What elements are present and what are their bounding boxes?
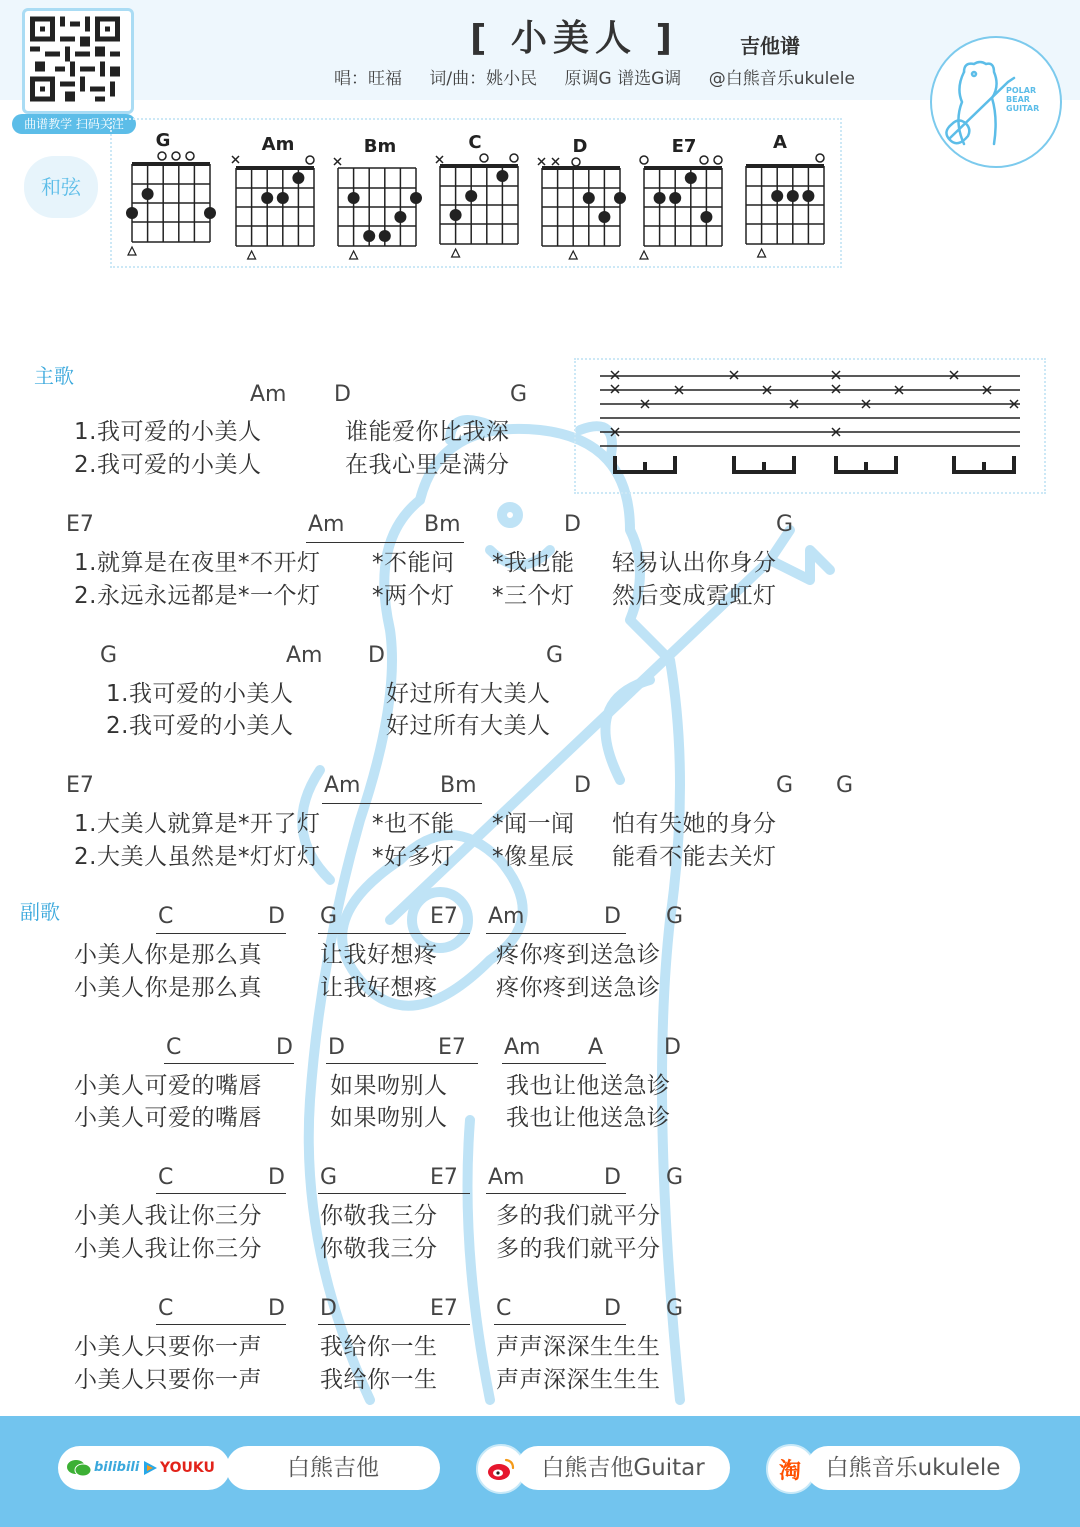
chord-symbol: D	[604, 904, 621, 929]
lyric-line: 我也让他送急诊	[506, 1105, 671, 1131]
lyric-line: 声声深深生生生	[496, 1334, 661, 1360]
lyric-line: 小美人我让你三分	[74, 1236, 262, 1262]
lyric-line: 如果吻别人	[330, 1073, 448, 1099]
chord-name: D	[572, 136, 588, 157]
chord-symbol: D	[320, 1296, 337, 1321]
chord-name: Am	[261, 134, 295, 155]
chord-symbol: D	[604, 1296, 621, 1321]
chord-symbol: D	[368, 643, 385, 668]
chord-symbol: D	[268, 1165, 285, 1190]
lyric-line: 然后变成霓虹灯	[612, 583, 777, 609]
lyric-line: 小美人我让你三分	[74, 1203, 262, 1229]
lyric-line: 让我好想疼	[320, 975, 438, 1001]
taobao-icon: 淘	[779, 1459, 802, 1484]
chord-name: Bm	[363, 136, 397, 157]
chord-symbol: D	[328, 1035, 345, 1060]
chord-symbol: E7	[430, 1296, 458, 1321]
chord-symbol: C	[158, 904, 174, 929]
strum-pattern	[590, 362, 1030, 482]
chords-label: 和弦	[24, 156, 98, 218]
chord-symbol: E7	[66, 773, 94, 798]
writer: 词/曲：姚小民	[429, 69, 538, 89]
chord-underline	[494, 1324, 626, 1325]
chord-symbol: Am	[286, 643, 323, 668]
chord-symbol: D	[268, 904, 285, 929]
qr-code[interactable]	[22, 8, 134, 114]
lyric-line: 声声深深生生生	[496, 1367, 661, 1393]
chord-symbol: Am	[250, 382, 287, 407]
lyric-line: 你敬我三分	[320, 1236, 438, 1262]
chord-symbol: D	[564, 512, 581, 537]
chord-symbol: G	[546, 643, 564, 668]
logo-text: POLAR BEAR GUITAR	[1006, 86, 1040, 113]
chord-symbol: Am	[488, 904, 525, 929]
handle: @白熊音乐ukulele	[708, 69, 855, 89]
chord-underline	[326, 1063, 478, 1064]
chord-symbol: C	[158, 1296, 174, 1321]
wechat-icon	[66, 1458, 92, 1478]
chord-symbol: D	[604, 1165, 621, 1190]
chord-symbol: Bm	[440, 773, 477, 798]
chord-name: A	[773, 132, 787, 153]
lyric-line: 2.大美人虽然是*灯灯灯	[74, 844, 321, 870]
lyric-line: 在我心里是满分	[345, 452, 510, 478]
chord-symbol: G	[776, 773, 794, 798]
chord-underline	[156, 1193, 286, 1194]
lyric-line: 2.我可爱的小美人	[106, 713, 294, 739]
chord-symbol: D	[276, 1035, 293, 1060]
chord-symbol: Bm	[424, 512, 461, 537]
chord-symbol: G	[776, 512, 794, 537]
chord-underline	[156, 933, 286, 934]
lyric-line: 1.就算是在夜里*不开灯	[74, 550, 321, 576]
lyric-line: 怕有失她的身分	[612, 811, 777, 837]
chord-underline	[318, 1324, 470, 1325]
lyric-line: 我也让他送急诊	[506, 1073, 671, 1099]
chord-underline	[322, 803, 482, 804]
lyric-line: 轻易认出你身分	[612, 550, 777, 576]
chord-symbol: G	[666, 904, 684, 929]
lyric-line: 你敬我三分	[320, 1203, 438, 1229]
chord-symbol: E7	[438, 1035, 466, 1060]
chord-underline	[502, 1063, 606, 1064]
chord-symbol: E7	[430, 904, 458, 929]
chord-underline	[156, 1324, 286, 1325]
chord-symbol: E7	[66, 512, 94, 537]
chord-symbol: G	[100, 643, 118, 668]
chord-symbol: C	[166, 1035, 182, 1060]
chord-underline	[164, 1063, 294, 1064]
lyric-line: *我也能	[492, 550, 575, 576]
lyric-line: *像星辰	[492, 844, 575, 870]
chord-symbol: D	[268, 1296, 285, 1321]
chord-symbol: Am	[324, 773, 361, 798]
weibo-account-name[interactable]: 白熊吉他Guitar	[516, 1446, 730, 1490]
lyric-line: *好多灯	[372, 844, 455, 870]
chord-symbol: A	[588, 1035, 604, 1060]
chord-underline	[486, 933, 626, 934]
chord-symbol: G	[666, 1165, 684, 1190]
qr-pattern-icon	[30, 16, 120, 102]
chord-symbol: Am	[488, 1165, 525, 1190]
chord-symbol: G	[320, 1165, 338, 1190]
singer: 唱：旺福	[334, 69, 402, 89]
lyric-line: 多的我们就平分	[496, 1203, 661, 1229]
chord-symbol: C	[158, 1165, 174, 1190]
lyric-line: 好过所有大美人	[386, 713, 551, 739]
chord-symbol: G	[836, 773, 854, 798]
song-title: [ 小美人 ]	[470, 18, 678, 59]
chord-symbol: G	[666, 1296, 684, 1321]
lyric-line: 如果吻别人	[330, 1105, 448, 1131]
weibo-icon	[486, 1456, 516, 1482]
chord-symbol: Am	[308, 512, 345, 537]
lyric-line: 小美人只要你一声	[74, 1334, 262, 1360]
taobao-shop-name[interactable]: 白熊音乐ukulele	[806, 1446, 1020, 1490]
chord-name: E7	[671, 136, 697, 157]
lyric-line: 1.大美人就算是*开了灯	[74, 811, 321, 837]
lyric-line: 2.永远永远都是*一个灯	[74, 583, 321, 609]
lyric-line: 好过所有大美人	[386, 681, 551, 707]
lyric-line: *不能问	[372, 550, 455, 576]
lyric-line: *也不能	[372, 811, 455, 837]
youku-play-icon	[142, 1460, 158, 1476]
section-verse: 主歌	[34, 364, 74, 388]
key-info: 原调G 谱选G调	[564, 69, 682, 89]
section-chorus: 副歌	[20, 900, 60, 924]
lyric-line: 让我好想疼	[320, 942, 438, 968]
credits	[334, 64, 877, 89]
lyric-line: 小美人可爱的嘴唇	[74, 1105, 262, 1131]
lyric-line: *闻一闻	[492, 811, 575, 837]
chord-symbol: G	[510, 382, 528, 407]
chord-symbol: G	[320, 904, 338, 929]
lyric-line: 谁能爱你比我深	[345, 419, 510, 445]
lyric-line: 小美人只要你一声	[74, 1367, 262, 1393]
qr-label: 曲谱教学 扫码关注	[12, 114, 136, 134]
bilibili-channel-name[interactable]: 白熊吉他	[226, 1446, 440, 1490]
lyric-line: 能看不能去关灯	[612, 844, 777, 870]
lyric-line: 我给你一生	[320, 1367, 438, 1393]
lyric-line: 我给你一生	[320, 1334, 438, 1360]
lyric-line: 疼你疼到送急诊	[496, 942, 661, 968]
chord-symbol: C	[496, 1296, 512, 1321]
lyric-line: 2.我可爱的小美人	[74, 452, 262, 478]
lyric-line: 小美人你是那么真	[74, 975, 262, 1001]
lyric-line: 小美人你是那么真	[74, 942, 262, 968]
bilibili-logo: bilibili	[94, 1460, 140, 1475]
lyric-line: 小美人可爱的嘴唇	[74, 1073, 262, 1099]
chord-symbol: Am	[504, 1035, 541, 1060]
chord-name: G	[155, 130, 171, 151]
lyric-line: 疼你疼到送急诊	[496, 975, 661, 1001]
footer-bar	[0, 1416, 1080, 1527]
chord-name: C	[468, 132, 482, 153]
lyric-line: 1.我可爱的小美人	[74, 419, 262, 445]
video-platforms-badge[interactable]	[58, 1446, 230, 1490]
chord-underline	[306, 542, 464, 543]
chord-underline	[486, 1193, 626, 1194]
chord-underline	[318, 1193, 470, 1194]
chord-underline	[318, 933, 470, 934]
chord-symbol: D	[334, 382, 351, 407]
lyric-line: 多的我们就平分	[496, 1236, 661, 1262]
chord-symbol: D	[574, 773, 591, 798]
lyric-line: *两个灯	[372, 583, 455, 609]
youku-logo: YOUKU	[160, 1460, 215, 1476]
lyric-line: *三个灯	[492, 583, 575, 609]
chord-symbol: D	[664, 1035, 681, 1060]
polar-bear-logo	[930, 36, 1062, 168]
chord-symbol: E7	[430, 1165, 458, 1190]
lyric-line: 1.我可爱的小美人	[106, 681, 294, 707]
sheet-type: 吉他谱	[740, 34, 800, 58]
